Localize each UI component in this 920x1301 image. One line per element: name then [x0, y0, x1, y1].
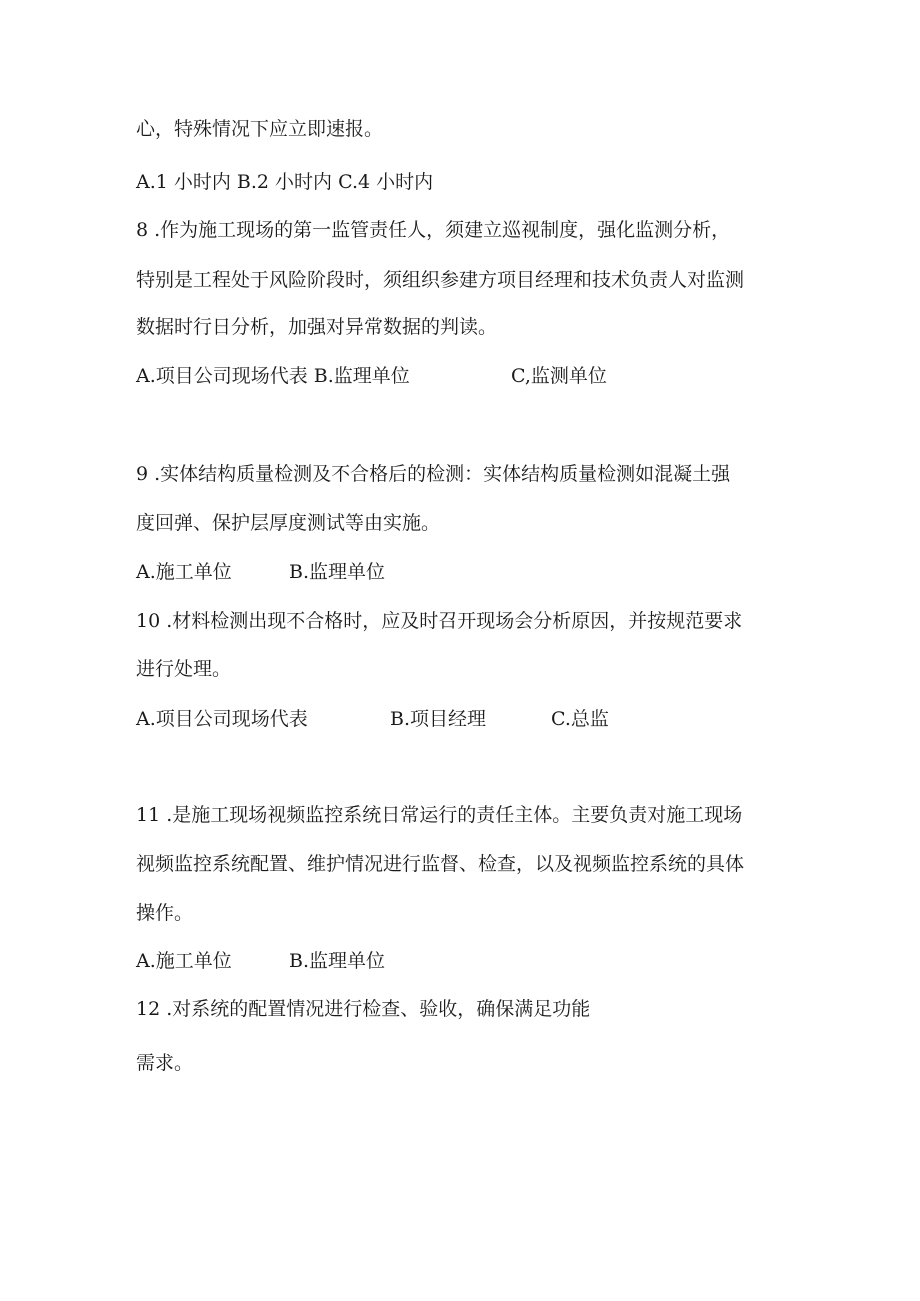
question-11-line-3: 操作。	[136, 902, 194, 924]
question-12-line-1: 12 .对系统的配置情况进行检查、验收，确保满足功能	[136, 998, 591, 1020]
question-11-line-2: 视频监控系统配置、维护情况进行监督、检查，以及视频监控系统的具体	[136, 853, 745, 875]
question-8-line-2: 特别是工程处于风险阶段时，须组织参建方项目经理和技术负责人对监测	[136, 269, 745, 291]
question-10-line-2: 进行处理。	[136, 658, 232, 680]
intro-line: 心，特殊情况下应立即速报。	[136, 118, 384, 140]
question-11-option-a: A.施工单位	[136, 950, 232, 972]
question-10-option-c: C.总监	[551, 708, 609, 730]
question-7-options: A.1 小时内 B.2 小时内 C.4 小时内	[136, 171, 434, 193]
question-8-option-c: C,监测单位	[511, 365, 607, 387]
question-11-line-1: 11 .是施工现场视频监控系统日常运行的责任主体。主要负责对施工现场	[136, 804, 743, 826]
question-10-option-a: A.项目公司现场代表	[136, 708, 308, 730]
question-11-option-b: B.监理单位	[289, 950, 386, 972]
question-9-option-a: A.施工单位	[136, 561, 232, 583]
question-10-option-b: B.项目经理	[390, 708, 487, 730]
question-9-line-1: 9 .实体结构质量检测及不合格后的检测：实体结构质量检测如混凝土强	[136, 463, 731, 485]
question-8-line-3: 数据时行日分析，加强对异常数据的判读。	[136, 316, 498, 338]
question-8-line-1: 8 .作为施工现场的第一监管责任人，须建立巡视制度，强化监测分析，	[136, 219, 731, 241]
question-9-line-2: 度回弹、保护层厚度测试等由实施。	[136, 512, 441, 534]
question-12-line-2: 需求。	[136, 1052, 194, 1074]
question-10-line-1: 10 .材料检测出现不合格时，应及时召开现场会分析原因，并按规范要求	[136, 610, 743, 632]
question-8-option-ab: A.项目公司现场代表 B.监理单位	[136, 365, 410, 387]
question-9-option-b: B.监理单位	[289, 561, 386, 583]
